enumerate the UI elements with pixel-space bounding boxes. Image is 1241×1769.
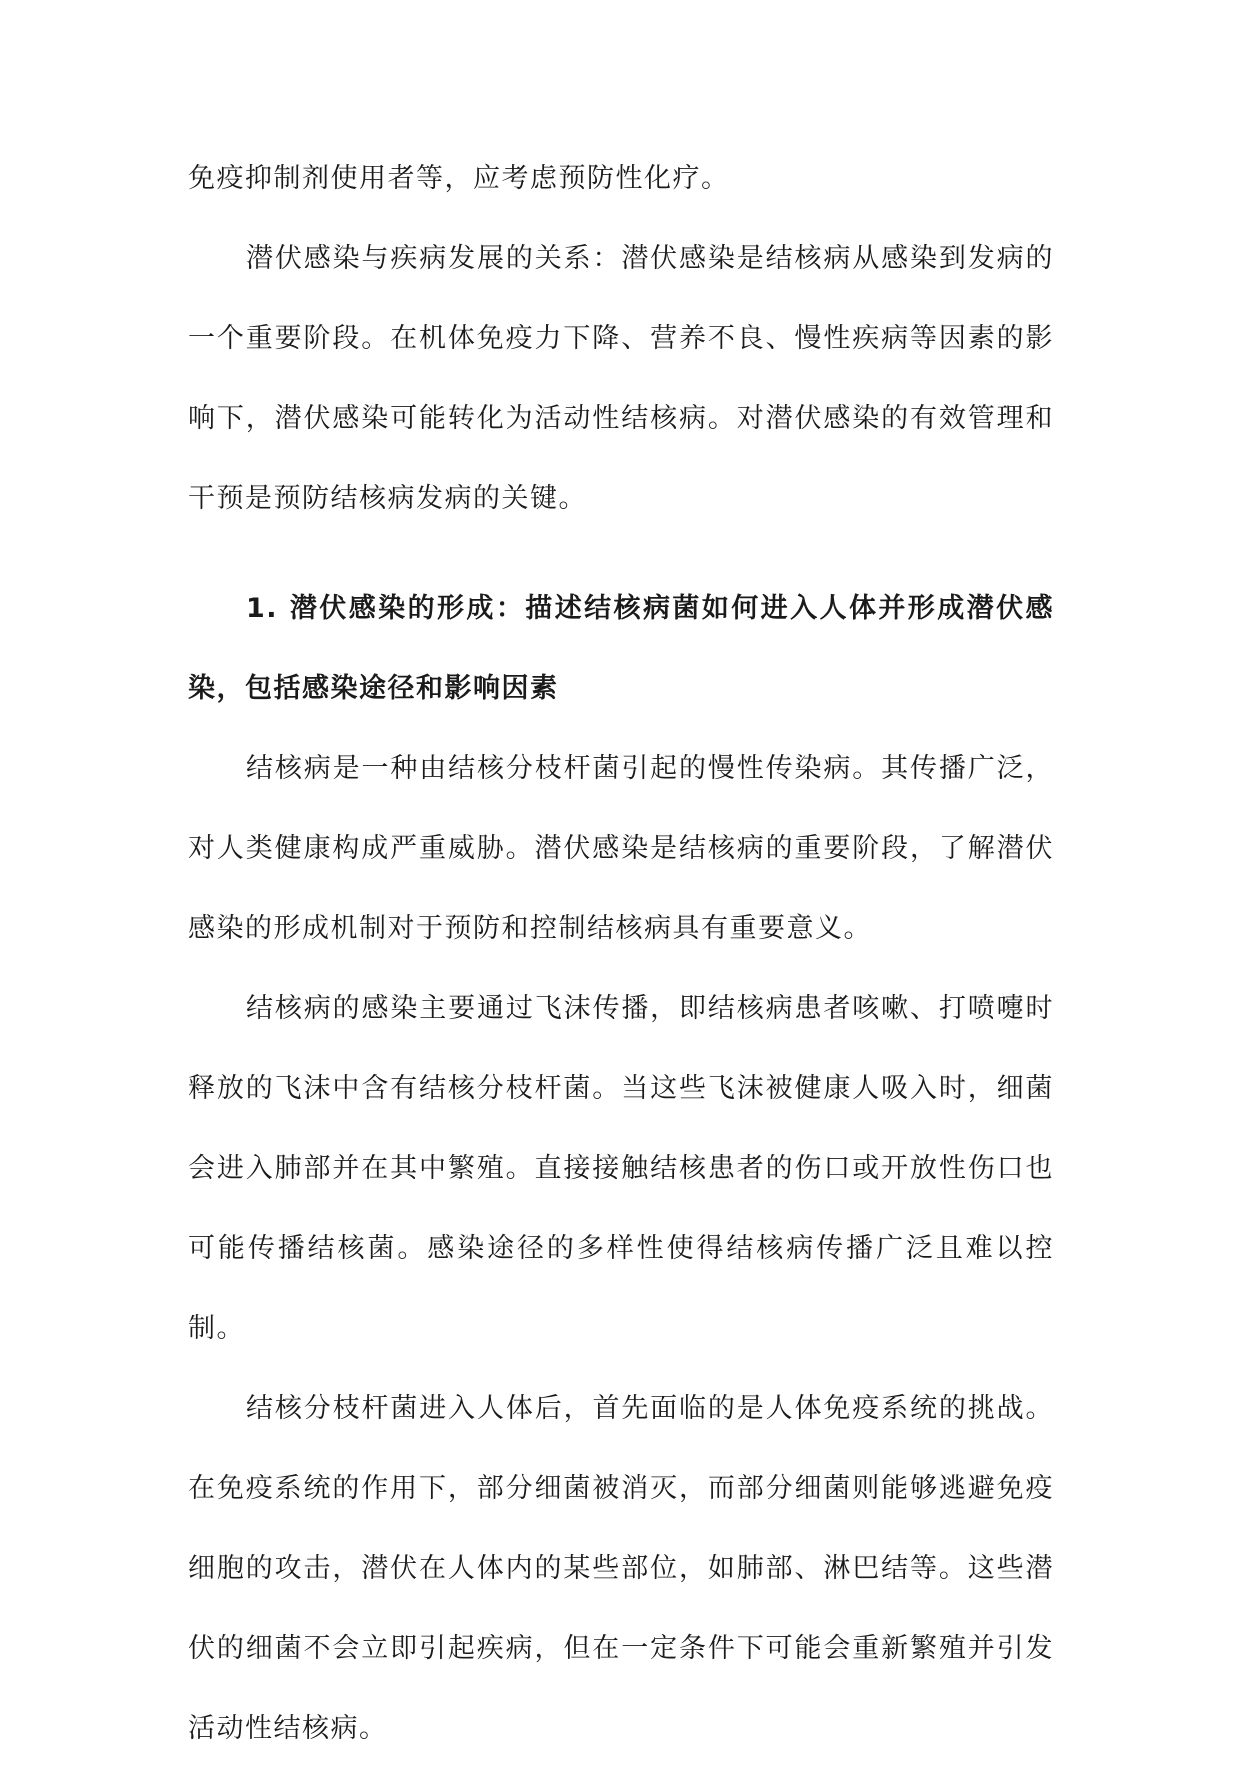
paragraph-transmission-routes: 结核病的感染主要通过飞沫传播，即结核病患者咳嗽、打喷嚏时释放的飞沫中含有结核分枝杆菌。当这些飞沫被健康人吸入时，细菌会进入肺部并在其中繁殖。直接接触结核患者的伤口或开放性伤口也可能传播结核菌。感染途径的多样性使得结核病传播广泛且难以控制。 xyxy=(188,993,1054,1344)
paragraph-latent-infection-relation: 潜伏感染与疾病发展的关系：潜伏感染是结核病从感染到发病的一个重要阶段。在机体免疫力下降、营养不良、慢性疾病等因素的影响下，潜伏感染可能转化为活动性结核病。对潜伏感染的有效管理和干预是预防结核病发病的关键。 xyxy=(188,243,1054,514)
paragraph-tb-overview: 结核病是一种由结核分枝杆菌引起的慢性传染病。其传播广泛，对人类健康构成严重威胁。潜伏感染是结核病的重要阶段，了解潜伏感染的形成机制对于预防和控制结核病具有重要意义。 xyxy=(188,753,1054,944)
paragraph-continuation: 免疫抑制剂使用者等，应考虑预防性化疗。 xyxy=(188,163,730,194)
paragraph-immune-response: 结核分枝杆菌进入人体后，首先面临的是人体免疫系统的挑战。在免疫系统的作用下，部分细菌被消灭，而部分细菌则能够逃避免疫细胞的攻击，潜伏在人体内的某些部位，如肺部、淋巴结等。这些潜伏的细菌不会立即引起疾病，但在一定条件下可能会重新繁殖并引发活动性结核病。 xyxy=(188,1393,1054,1744)
document-body xyxy=(188,139,1054,1769)
section-heading-1: 1. 潜伏感染的形成：描述结核病菌如何进入人体并形成潜伏感染，包括感染途径和影响因素 xyxy=(188,593,1054,704)
